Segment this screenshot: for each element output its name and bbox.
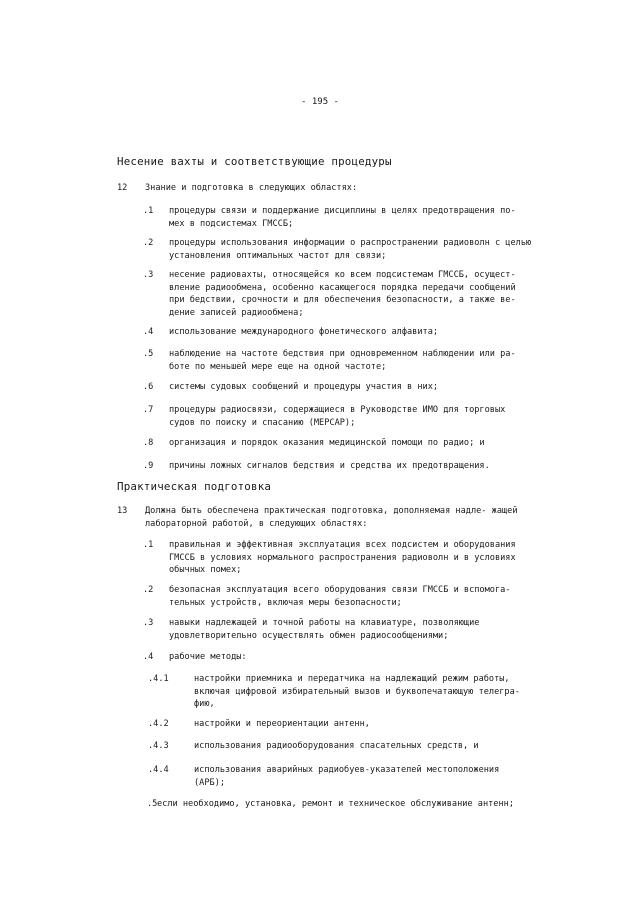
item-number: .3 [143, 270, 154, 280]
item-number: .5 [147, 799, 158, 809]
sub-item-number: .4.4 [148, 765, 169, 775]
item-number: .8 [143, 438, 154, 448]
paragraph-text: Знание и подготовка в следующих областях: [145, 183, 358, 193]
item-number: .2 [143, 585, 154, 595]
item-number: .5 [143, 349, 154, 359]
list-item [143, 269, 533, 319]
sub-item [148, 740, 533, 753]
item-text: безопасная эксплуатация всего оборудования связи ГМССБ и вспомога- тельных устройств, включая меры безопасности; [169, 585, 511, 608]
list-item [143, 237, 533, 262]
item-number: .9 [143, 461, 154, 471]
item-number: .4 [143, 652, 154, 662]
list-item [143, 437, 533, 450]
sub-item [148, 718, 533, 731]
item-text: процедуры связи и поддержание дисциплины в целях предотвращения по- мех в подсистемах ГМССБ; [169, 206, 516, 229]
section-heading-practical-training: Практическая подготовка [117, 480, 272, 493]
list-item [143, 539, 533, 577]
item-text: процедуры радиосвязи, содержащиеся в Руководстве ИМО для торговых судов по поиску и спасанию (МЕРСАР); [169, 405, 506, 428]
page-number: - 195 - [301, 97, 339, 107]
item-text: правильная и эффективная эксплуатация всех подсистем и оборудования ГМССБ в условиях нормального распространения радиоволн и в условиях обычных помех; [169, 540, 516, 576]
item-text: использование международного фонетического алфавита; [169, 327, 439, 337]
item-text: системы судовых сообщений и процедуры участия в них; [169, 382, 439, 392]
list-item [143, 584, 533, 609]
list-item [143, 348, 533, 373]
sub-item-text: использования радиооборудования спасательных средств, и [194, 741, 479, 751]
list-item [143, 617, 533, 642]
item-text: несение радиовахты, относящейся ко всем подсистемам ГМССБ, осущест- вление радиообмена, особенно касающегося порядка передачи сообщений при бедствии, срочности и для обеспечения безопасности, а также ве- дение записей радиообмена; [169, 270, 516, 318]
item-number: .2 [143, 238, 154, 248]
item-number: .6 [143, 382, 154, 392]
sub-item-text: использования аварийных радиобуев-указателей местоположения (АРБ); [194, 765, 500, 788]
sub-item-number: .4.1 [148, 674, 169, 684]
sub-item-text: настройки и переориентации антенн, [194, 719, 370, 729]
list-item [147, 798, 537, 811]
item-text: процедуры использования информации о распространении радиоволн с целью установления оптимальных частот для связи; [169, 238, 532, 261]
sub-item-number: .4.3 [148, 741, 169, 751]
sub-item-text: настройки приемника и передатчика на надлежащий режим работы, включая цифровой избирательный вызов и буквопечатающую телегра- фию, [194, 674, 520, 710]
sub-item [148, 673, 533, 711]
paragraph-number: 13 [117, 506, 128, 516]
list-item [143, 205, 533, 230]
sub-item-number: .4.2 [148, 719, 169, 729]
item-text: навыки надлежащей и точной работы на клавиатуре, позволяющие удовлетворительно осуществлять обмен радиосообщениями; [169, 618, 480, 641]
item-text: если необходимо, установка, ремонт и техническое обслуживание антенн; [157, 799, 514, 809]
paragraph-text: Должна быть обеспечена практическая подготовка, дополняемая надле- жащей лабораторной работой, в следующих областях: [145, 506, 518, 529]
list-item [143, 381, 533, 394]
list-item [143, 404, 533, 429]
item-number: .1 [143, 540, 154, 550]
list-item [143, 460, 533, 473]
paragraph-number: 12 [117, 183, 128, 193]
sub-item [148, 764, 533, 789]
item-number: .7 [143, 405, 154, 415]
item-number: .1 [143, 206, 154, 216]
item-text: рабочие методы: [169, 652, 247, 662]
list-item [143, 651, 533, 664]
paragraph-12 [117, 182, 527, 195]
paragraph-13 [117, 505, 527, 530]
section-heading-watchkeeping: Несение вахты и соответствующие процедуры [117, 155, 392, 168]
item-text: причины ложных сигналов бедствия и средства их предотвращения. [169, 461, 490, 471]
item-number: .4 [143, 327, 154, 337]
item-text: наблюдение на частоте бедствия при одновременном наблюдении или ра- боте по меньшей мере еще на одной частоте; [169, 349, 516, 372]
item-number: .3 [143, 618, 154, 628]
item-text: организация и порядок оказания медицинской помощи по радио; и [169, 438, 485, 448]
list-item [143, 326, 533, 339]
